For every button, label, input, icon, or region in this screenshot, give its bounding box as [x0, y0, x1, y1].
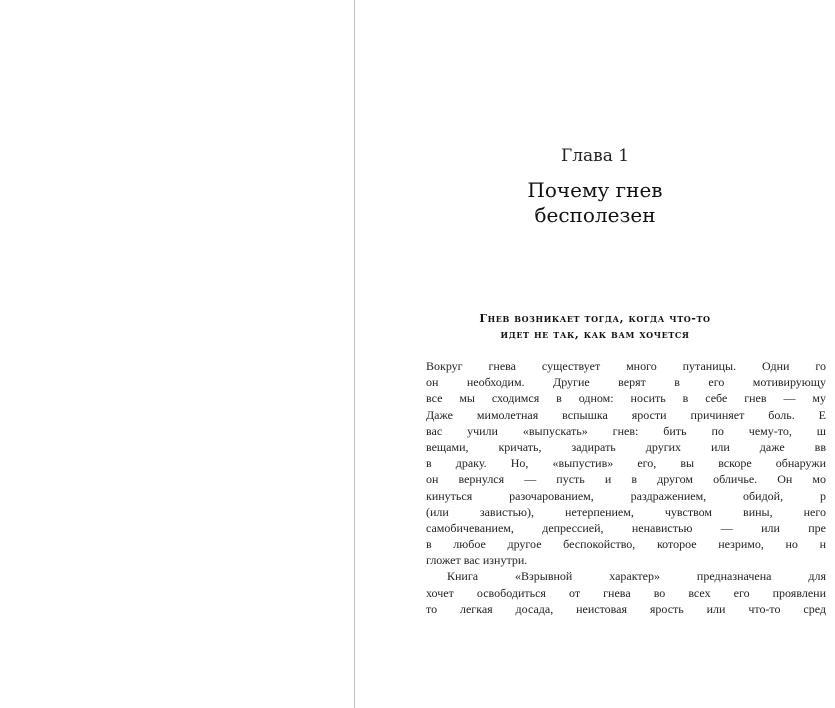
text-line: (или завистью), нетерпением, чувством вины, него [426, 504, 826, 519]
section-heading [355, 311, 835, 343]
text-line: он необходим. Другие верят в его мотивирующу [426, 375, 826, 390]
body-text [426, 358, 826, 617]
text-line: кинуться разочарованием, раздражением, обидой, р [426, 488, 826, 503]
text-line: все мы сходимся в одном: носить в себе гнев — му [426, 391, 826, 406]
right-page [355, 0, 826, 708]
section-heading-line: Гнев возникает тогда, когда что-то [479, 312, 711, 325]
text-line: Книга «Взрывной характер» предназначена для [447, 569, 826, 584]
text-line: вещами, кричать, задирать других или даже вв [426, 439, 826, 454]
text-line: в драку. Но, «выпустив» его, вы вскоре обнаружи [426, 456, 826, 471]
text-line: гложет вас изнутри. [426, 553, 528, 568]
chapter-title [355, 178, 835, 228]
text-line: самобичеванием, депрессией, ненавистью — или пре [426, 520, 826, 535]
text-line: то легкая досада, неистовая ярость или что-то сред [426, 601, 826, 616]
text-line: вас учили «выпускать» гнев: бить по чему-то, ш [426, 423, 826, 438]
text-line: он вернулся — пусть и в другом обличье. Он мо [426, 472, 826, 487]
text-line: Даже мимолетная вспышка ярости причиняет боль. Е [426, 407, 826, 422]
text-line: хочет освободиться от гнева во всех его проявлени [426, 585, 826, 600]
text-line: Вокруг гнева существует много путаницы. Одни го [426, 359, 826, 373]
chapter-title-line: Почему гнев [527, 178, 663, 202]
text-line: в любое другое беспокойство, которое незримо, но н [426, 537, 826, 552]
chapter-title-line: бесполезен [534, 203, 656, 227]
chapter-label: Глава 1 [560, 146, 630, 166]
section-heading-line: идет не так, как вам хочется [500, 328, 690, 341]
left-page [0, 0, 354, 708]
